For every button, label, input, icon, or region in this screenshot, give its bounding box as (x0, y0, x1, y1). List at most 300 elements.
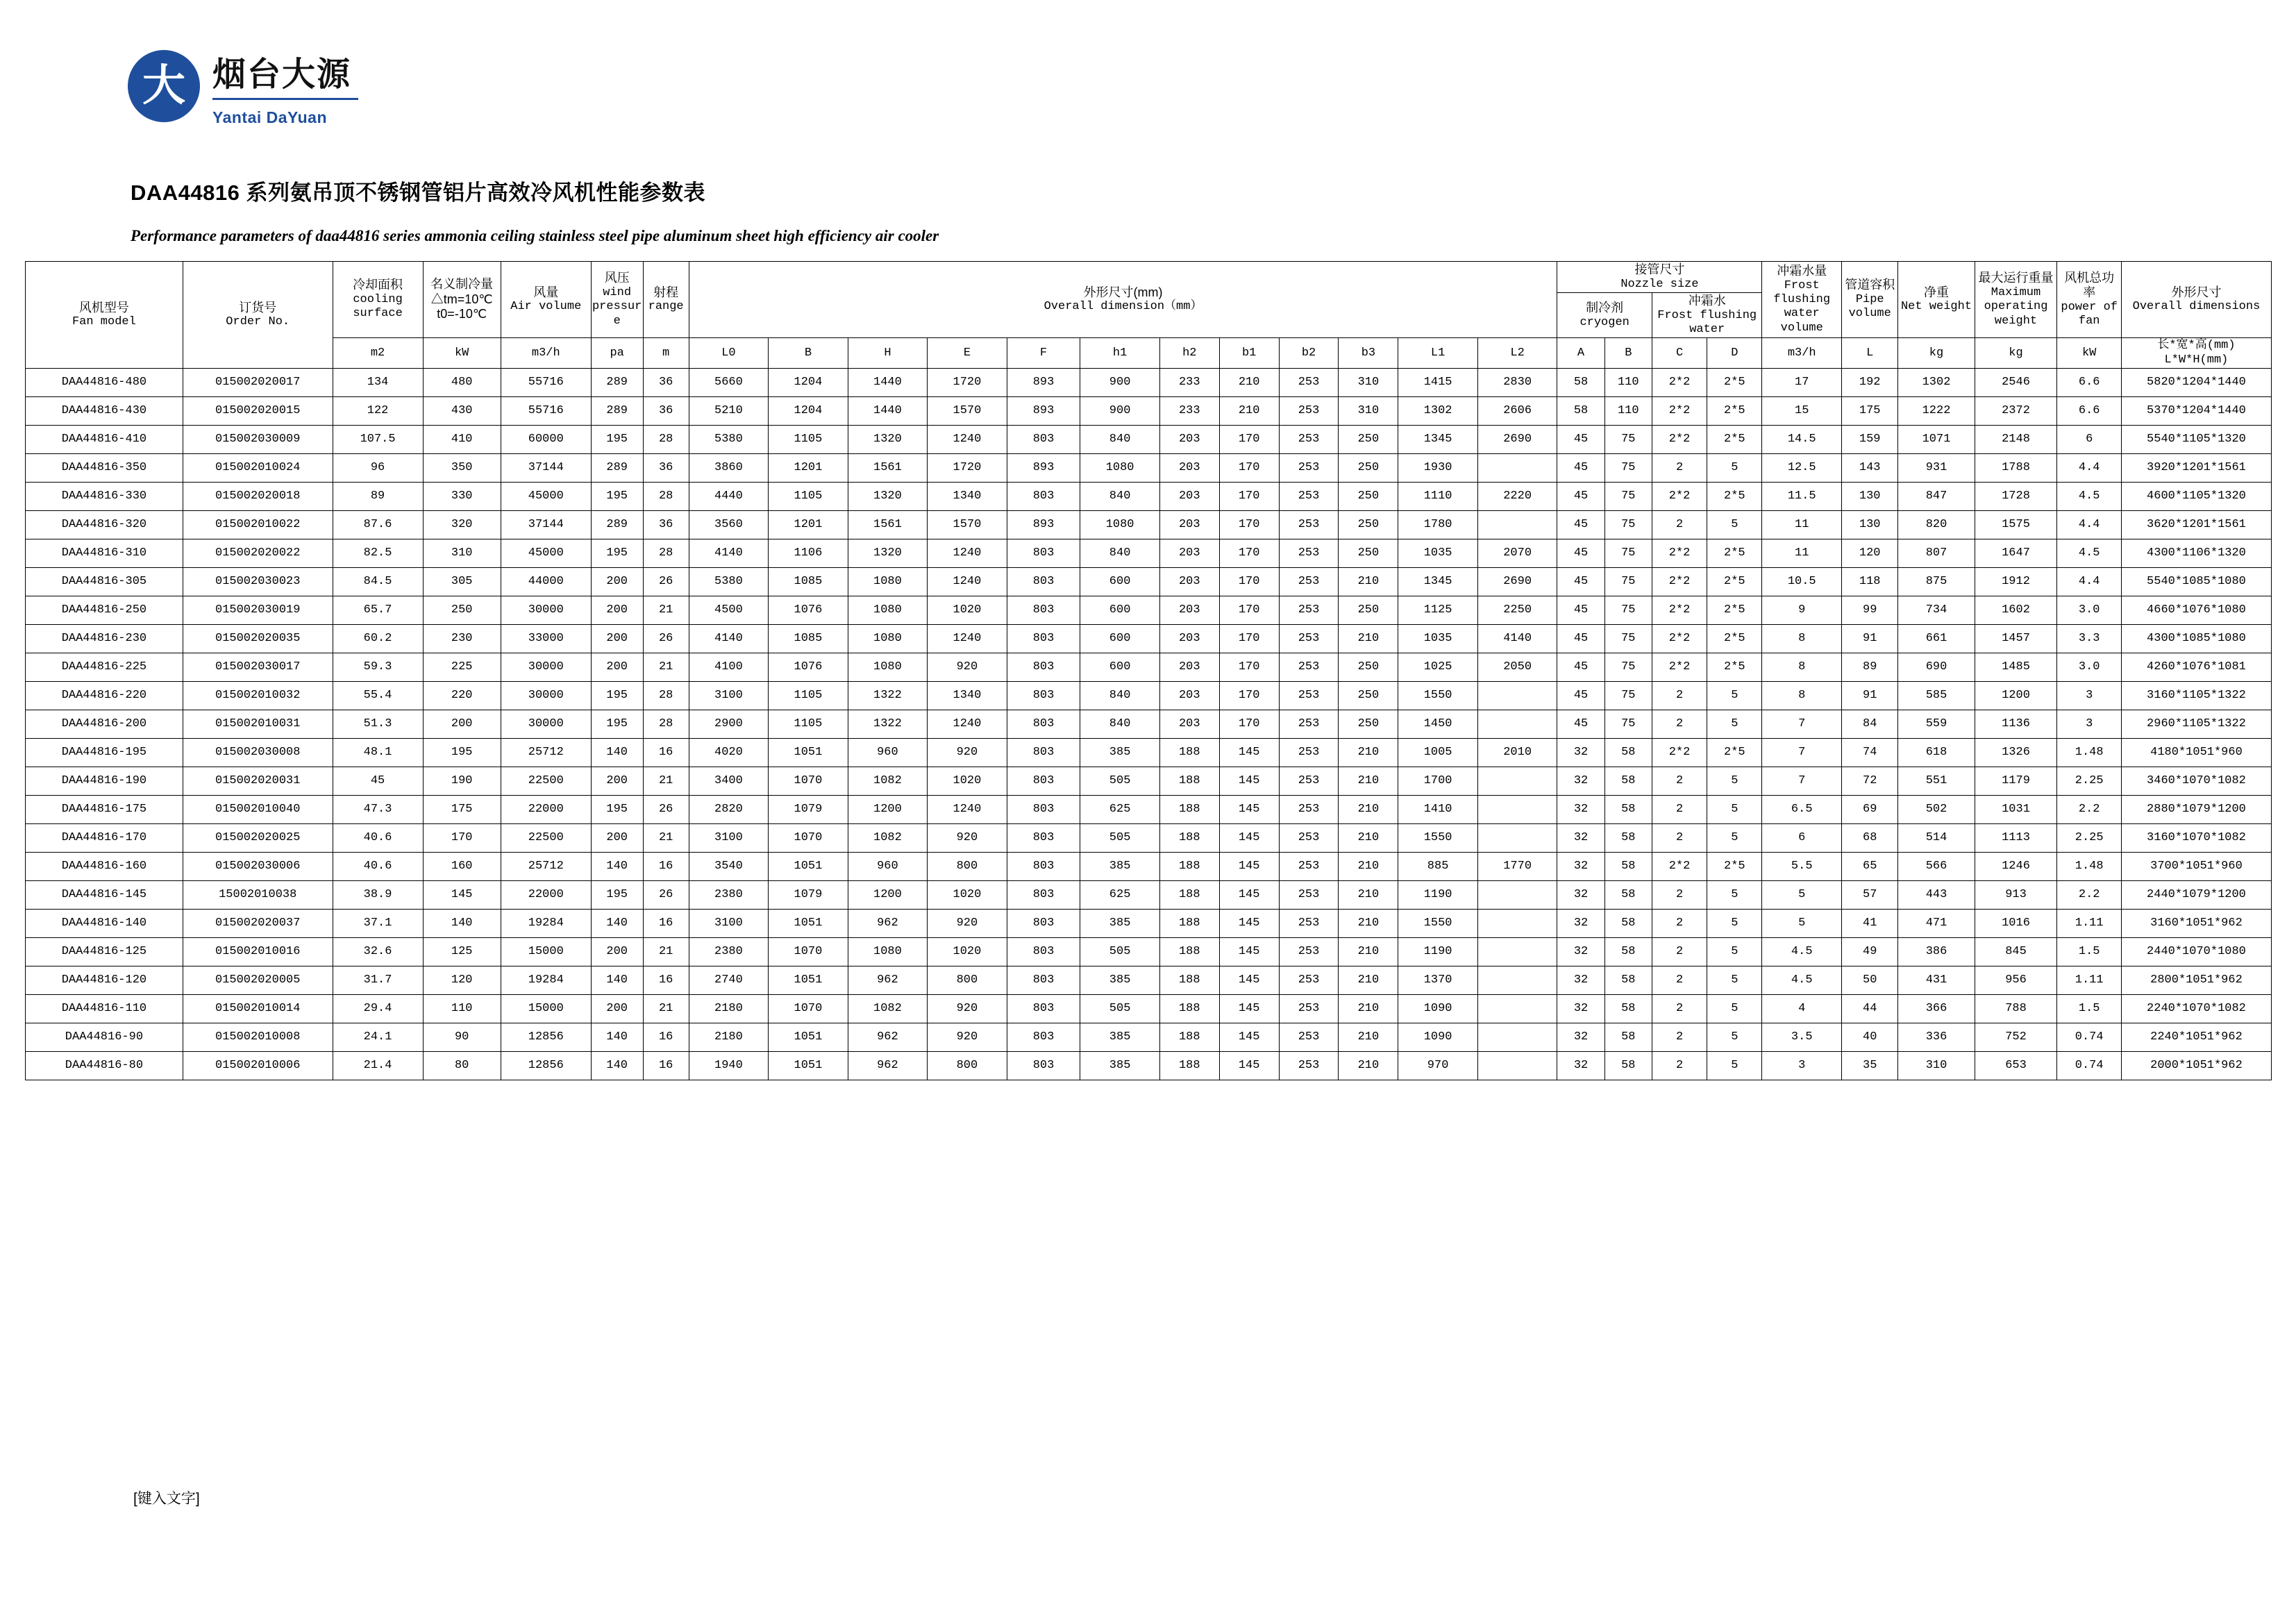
cell-overall-dims: 5820*1204*1440 (2121, 369, 2271, 397)
th-nozzle-B: B (1604, 338, 1652, 369)
cell-order-no: 015002030008 (183, 739, 333, 767)
cell-net-weight: 551 (1898, 767, 1975, 796)
th-dim-b2: b2 (1279, 338, 1339, 369)
cell-power: 1.48 (2057, 853, 2121, 881)
cell-dim-l0: 3100 (689, 682, 769, 710)
cell-dim-h: 1320 (848, 483, 928, 511)
cell-overall-dims: 2240*1070*1082 (2121, 995, 2271, 1023)
cell-nozzle-a: 32 (1557, 881, 1604, 910)
cell-capacity: 220 (423, 682, 501, 710)
cell-range: 28 (643, 426, 689, 454)
th-unit-cooling-surface: m2 (333, 338, 423, 369)
cell-dim-l1: 970 (1398, 1052, 1478, 1080)
header-row-1 (26, 262, 2272, 293)
cell-max-weight: 1016 (1975, 910, 2057, 938)
th-dim-b3: b3 (1339, 338, 1398, 369)
cell-net-weight: 1302 (1898, 369, 1975, 397)
cell-dim-h2: 188 (1159, 938, 1219, 966)
cell-dim-b3: 250 (1339, 539, 1398, 568)
cell-power: 3.3 (2057, 625, 2121, 653)
cell-order-no: 015002020022 (183, 539, 333, 568)
cell-nozzle-c: 2*2 (1652, 369, 1707, 397)
cell-wind-pressure: 195 (591, 539, 643, 568)
cell-range: 36 (643, 454, 689, 483)
cell-wind-pressure: 140 (591, 1052, 643, 1080)
cell-cooling-surface: 21.4 (333, 1052, 423, 1080)
cell-net-weight: 566 (1898, 853, 1975, 881)
cell-nozzle-a: 45 (1557, 568, 1604, 596)
cell-capacity: 110 (423, 995, 501, 1023)
cell-air-volume: 22500 (501, 767, 591, 796)
cell-dim-e: 800 (928, 966, 1007, 995)
cell-net-weight: 931 (1898, 454, 1975, 483)
cell-dim-b3: 210 (1339, 853, 1398, 881)
cell-frost-water: 17 (1762, 369, 1842, 397)
cell-dim-l0: 2380 (689, 881, 769, 910)
table-row (26, 739, 2272, 767)
cell-dim-h: 1200 (848, 881, 928, 910)
cell-dim-h: 1320 (848, 426, 928, 454)
cell-max-weight: 1457 (1975, 625, 2057, 653)
cell-max-weight: 1246 (1975, 853, 2057, 881)
cell-air-volume: 60000 (501, 426, 591, 454)
cell-frost-water: 7 (1762, 767, 1842, 796)
th-unit-pipe-volume: L (1841, 338, 1897, 369)
cell-nozzle-a: 32 (1557, 767, 1604, 796)
cell-dim-h: 1320 (848, 539, 928, 568)
cell-dim-l0: 1940 (689, 1052, 769, 1080)
cell-order-no: 015002010016 (183, 938, 333, 966)
cell-dim-f: 803 (1007, 483, 1080, 511)
cell-dim-b3: 250 (1339, 511, 1398, 539)
cell-air-volume: 44000 (501, 568, 591, 596)
cell-dim-h: 1082 (848, 767, 928, 796)
cell-dim-l0: 5660 (689, 369, 769, 397)
cell-fan-model: DAA44816-310 (26, 539, 183, 568)
cell-net-weight: 585 (1898, 682, 1975, 710)
cell-cooling-surface: 65.7 (333, 596, 423, 625)
cell-dim-b3: 250 (1339, 596, 1398, 625)
cell-dim-b1: 170 (1219, 454, 1279, 483)
cell-dim-b2: 253 (1279, 682, 1339, 710)
cell-dim-l0: 2180 (689, 1023, 769, 1052)
cell-dim-b1: 145 (1219, 938, 1279, 966)
cell-dim-l2 (1477, 1023, 1557, 1052)
cell-pipe-volume: 65 (1841, 853, 1897, 881)
cell-nozzle-c: 2 (1652, 938, 1707, 966)
cell-power: 2.2 (2057, 881, 2121, 910)
cell-dim-f: 803 (1007, 1023, 1080, 1052)
cell-wind-pressure: 200 (591, 625, 643, 653)
cell-wind-pressure: 200 (591, 767, 643, 796)
cell-wind-pressure: 140 (591, 966, 643, 995)
cell-dim-f: 803 (1007, 796, 1080, 824)
cell-dim-b2: 253 (1279, 426, 1339, 454)
header-row-3 (26, 338, 2272, 369)
page-title-en: Performance parameters of daa44816 series ammonia ceiling stainless steel pipe aluminum sheet high efficiency air cooler (131, 227, 939, 244)
cell-dim-l1: 1110 (1398, 483, 1478, 511)
cell-dim-l2 (1477, 767, 1557, 796)
cell-cooling-surface: 40.6 (333, 824, 423, 853)
cell-dim-l1: 1035 (1398, 539, 1478, 568)
cell-air-volume: 37144 (501, 511, 591, 539)
cell-dim-b1: 170 (1219, 653, 1279, 682)
cell-frost-water: 3.5 (1762, 1023, 1842, 1052)
cell-dim-b: 1105 (769, 682, 848, 710)
cell-order-no: 015002030019 (183, 596, 333, 625)
cell-range: 21 (643, 596, 689, 625)
cell-dim-h: 1440 (848, 397, 928, 426)
cell-dim-h1: 840 (1080, 426, 1160, 454)
cell-max-weight: 2372 (1975, 397, 2057, 426)
cell-cooling-surface: 55.4 (333, 682, 423, 710)
cell-order-no: 015002020015 (183, 397, 333, 426)
cell-order-no: 015002010031 (183, 710, 333, 739)
cell-dim-b2: 253 (1279, 853, 1339, 881)
cell-dim-h1: 900 (1080, 369, 1160, 397)
table-row (26, 853, 2272, 881)
cell-dim-l2: 2250 (1477, 596, 1557, 625)
cell-dim-e: 1570 (928, 511, 1007, 539)
cell-nozzle-c: 2*2 (1652, 596, 1707, 625)
cell-dim-l2: 2830 (1477, 369, 1557, 397)
cell-nozzle-d: 2*5 (1707, 596, 1762, 625)
cell-order-no: 015002010032 (183, 682, 333, 710)
cell-cooling-surface: 47.3 (333, 796, 423, 824)
cell-net-weight: 366 (1898, 995, 1975, 1023)
cell-dim-b2: 253 (1279, 653, 1339, 682)
cell-nozzle-d: 2*5 (1707, 739, 1762, 767)
cell-nozzle-c: 2*2 (1652, 653, 1707, 682)
cell-dim-f: 893 (1007, 369, 1080, 397)
cell-nozzle-c: 2*2 (1652, 483, 1707, 511)
cell-net-weight: 847 (1898, 483, 1975, 511)
cell-capacity: 320 (423, 511, 501, 539)
cell-capacity: 190 (423, 767, 501, 796)
cell-fan-model: DAA44816-230 (26, 625, 183, 653)
cell-fan-model: DAA44816-120 (26, 966, 183, 995)
cell-dim-l2 (1477, 938, 1557, 966)
cell-dim-l1: 1302 (1398, 397, 1478, 426)
cell-overall-dims: 2880*1079*1200 (2121, 796, 2271, 824)
cell-dim-b1: 170 (1219, 539, 1279, 568)
performance-table-wrapper (25, 261, 2272, 1080)
cell-nozzle-a: 45 (1557, 653, 1604, 682)
cell-nozzle-b: 58 (1604, 1023, 1652, 1052)
cell-dim-h: 1561 (848, 454, 928, 483)
cell-dim-f: 803 (1007, 910, 1080, 938)
cell-dim-e: 800 (928, 1052, 1007, 1080)
cell-power: 3.0 (2057, 653, 2121, 682)
table-row (26, 910, 2272, 938)
table-row (26, 596, 2272, 625)
cell-dim-e: 1240 (928, 568, 1007, 596)
cell-dim-b3: 250 (1339, 710, 1398, 739)
cell-wind-pressure: 200 (591, 824, 643, 853)
cell-dim-h2: 203 (1159, 539, 1219, 568)
cell-dim-b3: 310 (1339, 369, 1398, 397)
cell-range: 28 (643, 710, 689, 739)
cell-fan-model: DAA44816-320 (26, 511, 183, 539)
cell-dim-h1: 385 (1080, 966, 1160, 995)
cell-dim-h2: 203 (1159, 682, 1219, 710)
cell-dim-h1: 600 (1080, 625, 1160, 653)
cell-dim-h: 960 (848, 853, 928, 881)
cell-frost-water: 11 (1762, 511, 1842, 539)
cell-dim-e: 1240 (928, 625, 1007, 653)
cell-pipe-volume: 74 (1841, 739, 1897, 767)
cell-dim-e: 1340 (928, 483, 1007, 511)
cell-frost-water: 6.5 (1762, 796, 1842, 824)
cell-net-weight: 1222 (1898, 397, 1975, 426)
cell-capacity: 200 (423, 710, 501, 739)
cell-dim-b: 1070 (769, 767, 848, 796)
cell-air-volume: 22000 (501, 881, 591, 910)
cell-dim-l1: 1700 (1398, 767, 1478, 796)
cell-dim-h: 1322 (848, 710, 928, 739)
cell-dim-h: 1200 (848, 796, 928, 824)
cell-dim-b: 1201 (769, 454, 848, 483)
cell-power: 1.5 (2057, 938, 2121, 966)
company-name-en: Yantai DaYuan (212, 108, 328, 126)
cell-dim-b1: 170 (1219, 710, 1279, 739)
table-row (26, 454, 2272, 483)
cell-net-weight: 514 (1898, 824, 1975, 853)
table-row (26, 938, 2272, 966)
cell-dim-h2: 203 (1159, 710, 1219, 739)
cell-dim-b3: 250 (1339, 682, 1398, 710)
cell-dim-l0: 3100 (689, 910, 769, 938)
cell-cooling-surface: 89 (333, 483, 423, 511)
th-fan-model: 风机型号 Fan model (26, 262, 183, 369)
cell-overall-dims: 3160*1105*1322 (2121, 682, 2271, 710)
cell-pipe-volume: 192 (1841, 369, 1897, 397)
cell-order-no: 015002010008 (183, 1023, 333, 1052)
cell-dim-h: 1082 (848, 824, 928, 853)
cell-pipe-volume: 143 (1841, 454, 1897, 483)
cell-dim-b: 1105 (769, 426, 848, 454)
cell-dim-b1: 170 (1219, 426, 1279, 454)
th-unit-air-volume: m3/h (501, 338, 591, 369)
cell-dim-h: 1080 (848, 938, 928, 966)
cell-dim-f: 803 (1007, 739, 1080, 767)
cell-wind-pressure: 289 (591, 511, 643, 539)
cell-dim-l0: 2900 (689, 710, 769, 739)
cell-dim-b: 1106 (769, 539, 848, 568)
cell-power: 4.4 (2057, 454, 2121, 483)
cell-nozzle-d: 2*5 (1707, 568, 1762, 596)
cell-order-no: 015002010022 (183, 511, 333, 539)
cell-max-weight: 1326 (1975, 739, 2057, 767)
cell-nozzle-d: 5 (1707, 910, 1762, 938)
cell-wind-pressure: 200 (591, 938, 643, 966)
cell-dim-b2: 253 (1279, 1052, 1339, 1080)
cell-max-weight: 1113 (1975, 824, 2057, 853)
cell-nozzle-d: 2*5 (1707, 653, 1762, 682)
th-cooling-surface: 冷却面积 cooling surface (333, 262, 423, 338)
cell-overall-dims: 3620*1201*1561 (2121, 511, 2271, 539)
cell-dim-l2 (1477, 881, 1557, 910)
cell-dim-h1: 385 (1080, 853, 1160, 881)
th-dim-h2: h2 (1159, 338, 1219, 369)
cell-fan-model: DAA44816-250 (26, 596, 183, 625)
cell-air-volume: 22000 (501, 796, 591, 824)
cell-frost-water: 5 (1762, 910, 1842, 938)
cell-wind-pressure: 289 (591, 369, 643, 397)
cell-range: 16 (643, 739, 689, 767)
cell-max-weight: 788 (1975, 995, 2057, 1023)
cell-dim-b2: 253 (1279, 966, 1339, 995)
cell-nozzle-a: 45 (1557, 682, 1604, 710)
cell-air-volume: 30000 (501, 596, 591, 625)
cell-dim-e: 1570 (928, 397, 1007, 426)
cell-range: 21 (643, 653, 689, 682)
cell-max-weight: 1728 (1975, 483, 2057, 511)
cell-frost-water: 11 (1762, 539, 1842, 568)
cell-pipe-volume: 89 (1841, 653, 1897, 682)
cell-nozzle-a: 32 (1557, 796, 1604, 824)
cell-dim-b1: 170 (1219, 568, 1279, 596)
cell-dim-l0: 3400 (689, 767, 769, 796)
cell-fan-model: DAA44816-160 (26, 853, 183, 881)
cell-dim-b2: 253 (1279, 596, 1339, 625)
cell-net-weight: 310 (1898, 1052, 1975, 1080)
cell-net-weight: 502 (1898, 796, 1975, 824)
th-dim-L2: L2 (1477, 338, 1557, 369)
th-unit-wind-pressure: pa (591, 338, 643, 369)
cell-range: 16 (643, 853, 689, 881)
cell-range: 26 (643, 625, 689, 653)
cell-order-no: 015002010014 (183, 995, 333, 1023)
cell-dim-b3: 250 (1339, 426, 1398, 454)
th-air-volume: 风量 Air volume (501, 262, 591, 338)
cell-range: 16 (643, 966, 689, 995)
cell-overall-dims: 4600*1105*1320 (2121, 483, 2271, 511)
th-dim-L0: L0 (689, 338, 769, 369)
cell-range: 16 (643, 1023, 689, 1052)
cell-capacity: 90 (423, 1023, 501, 1052)
cell-dim-h: 1080 (848, 625, 928, 653)
cell-dim-l0: 3100 (689, 824, 769, 853)
cell-net-weight: 690 (1898, 653, 1975, 682)
cell-dim-l0: 2180 (689, 995, 769, 1023)
cell-pipe-volume: 44 (1841, 995, 1897, 1023)
cell-dim-l1: 1005 (1398, 739, 1478, 767)
cell-dim-e: 1240 (928, 796, 1007, 824)
cell-wind-pressure: 140 (591, 853, 643, 881)
cell-dim-l1: 1410 (1398, 796, 1478, 824)
cell-pipe-volume: 49 (1841, 938, 1897, 966)
cell-capacity: 170 (423, 824, 501, 853)
cell-dim-e: 920 (928, 1023, 1007, 1052)
cell-dim-l1: 1550 (1398, 682, 1478, 710)
cell-dim-e: 1240 (928, 710, 1007, 739)
cell-dim-b3: 210 (1339, 1023, 1398, 1052)
cell-nozzle-d: 5 (1707, 682, 1762, 710)
cell-pipe-volume: 57 (1841, 881, 1897, 910)
company-logo (128, 50, 358, 127)
cell-dim-h2: 233 (1159, 397, 1219, 426)
cell-nozzle-a: 58 (1557, 397, 1604, 426)
cell-dim-b2: 253 (1279, 796, 1339, 824)
cell-pipe-volume: 120 (1841, 539, 1897, 568)
cell-dim-b2: 253 (1279, 568, 1339, 596)
th-range: 射程 range (643, 262, 689, 338)
cell-power: 0.74 (2057, 1052, 2121, 1080)
cell-power: 4.4 (2057, 511, 2121, 539)
cell-dim-b2: 253 (1279, 511, 1339, 539)
cell-air-volume: 22500 (501, 824, 591, 853)
th-dim-F: F (1007, 338, 1080, 369)
cell-pipe-volume: 40 (1841, 1023, 1897, 1052)
cell-wind-pressure: 195 (591, 796, 643, 824)
cell-pipe-volume: 68 (1841, 824, 1897, 853)
cell-dim-e: 1020 (928, 767, 1007, 796)
cell-nozzle-d: 5 (1707, 1023, 1762, 1052)
cell-dim-l2 (1477, 682, 1557, 710)
cell-dim-b: 1051 (769, 1052, 848, 1080)
cell-dim-e: 920 (928, 910, 1007, 938)
cell-dim-b1: 145 (1219, 881, 1279, 910)
cell-frost-water: 8 (1762, 653, 1842, 682)
cell-dim-b2: 253 (1279, 1023, 1339, 1052)
cell-capacity: 230 (423, 625, 501, 653)
cell-wind-pressure: 200 (591, 568, 643, 596)
cell-fan-model: DAA44816-200 (26, 710, 183, 739)
cell-range: 21 (643, 938, 689, 966)
cell-wind-pressure: 195 (591, 881, 643, 910)
cell-nozzle-a: 45 (1557, 710, 1604, 739)
cell-wind-pressure: 195 (591, 426, 643, 454)
cell-dim-l2 (1477, 710, 1557, 739)
cell-range: 36 (643, 369, 689, 397)
cell-max-weight: 1602 (1975, 596, 2057, 625)
cell-dim-b2: 253 (1279, 483, 1339, 511)
cell-dim-l2: 2220 (1477, 483, 1557, 511)
cell-dim-f: 803 (1007, 426, 1080, 454)
cell-frost-water: 8 (1762, 682, 1842, 710)
cell-dim-l1: 1550 (1398, 824, 1478, 853)
cell-max-weight: 2546 (1975, 369, 2057, 397)
cell-dim-b1: 170 (1219, 483, 1279, 511)
th-dim-E: E (928, 338, 1007, 369)
cell-cooling-surface: 96 (333, 454, 423, 483)
cell-max-weight: 653 (1975, 1052, 2057, 1080)
cell-nozzle-b: 58 (1604, 995, 1652, 1023)
th-nozzle-A: A (1557, 338, 1604, 369)
th-wind-pressure: 风压 wind pressure (591, 262, 643, 338)
cell-dim-h: 1080 (848, 653, 928, 682)
cell-dim-h: 962 (848, 910, 928, 938)
cell-max-weight: 1575 (1975, 511, 2057, 539)
cell-air-volume: 15000 (501, 995, 591, 1023)
cell-wind-pressure: 140 (591, 739, 643, 767)
cell-range: 36 (643, 511, 689, 539)
cell-dim-l1: 1190 (1398, 938, 1478, 966)
cell-capacity: 195 (423, 739, 501, 767)
cell-fan-model: DAA44816-220 (26, 682, 183, 710)
cell-dim-l2 (1477, 796, 1557, 824)
table-row (26, 369, 2272, 397)
table-row (26, 625, 2272, 653)
cell-dim-b: 1076 (769, 653, 848, 682)
cell-nozzle-c: 2 (1652, 966, 1707, 995)
cell-frost-water: 5.5 (1762, 853, 1842, 881)
cell-dim-h2: 188 (1159, 767, 1219, 796)
cell-air-volume: 19284 (501, 966, 591, 995)
cell-dim-h1: 840 (1080, 682, 1160, 710)
cell-overall-dims: 4300*1085*1080 (2121, 625, 2271, 653)
